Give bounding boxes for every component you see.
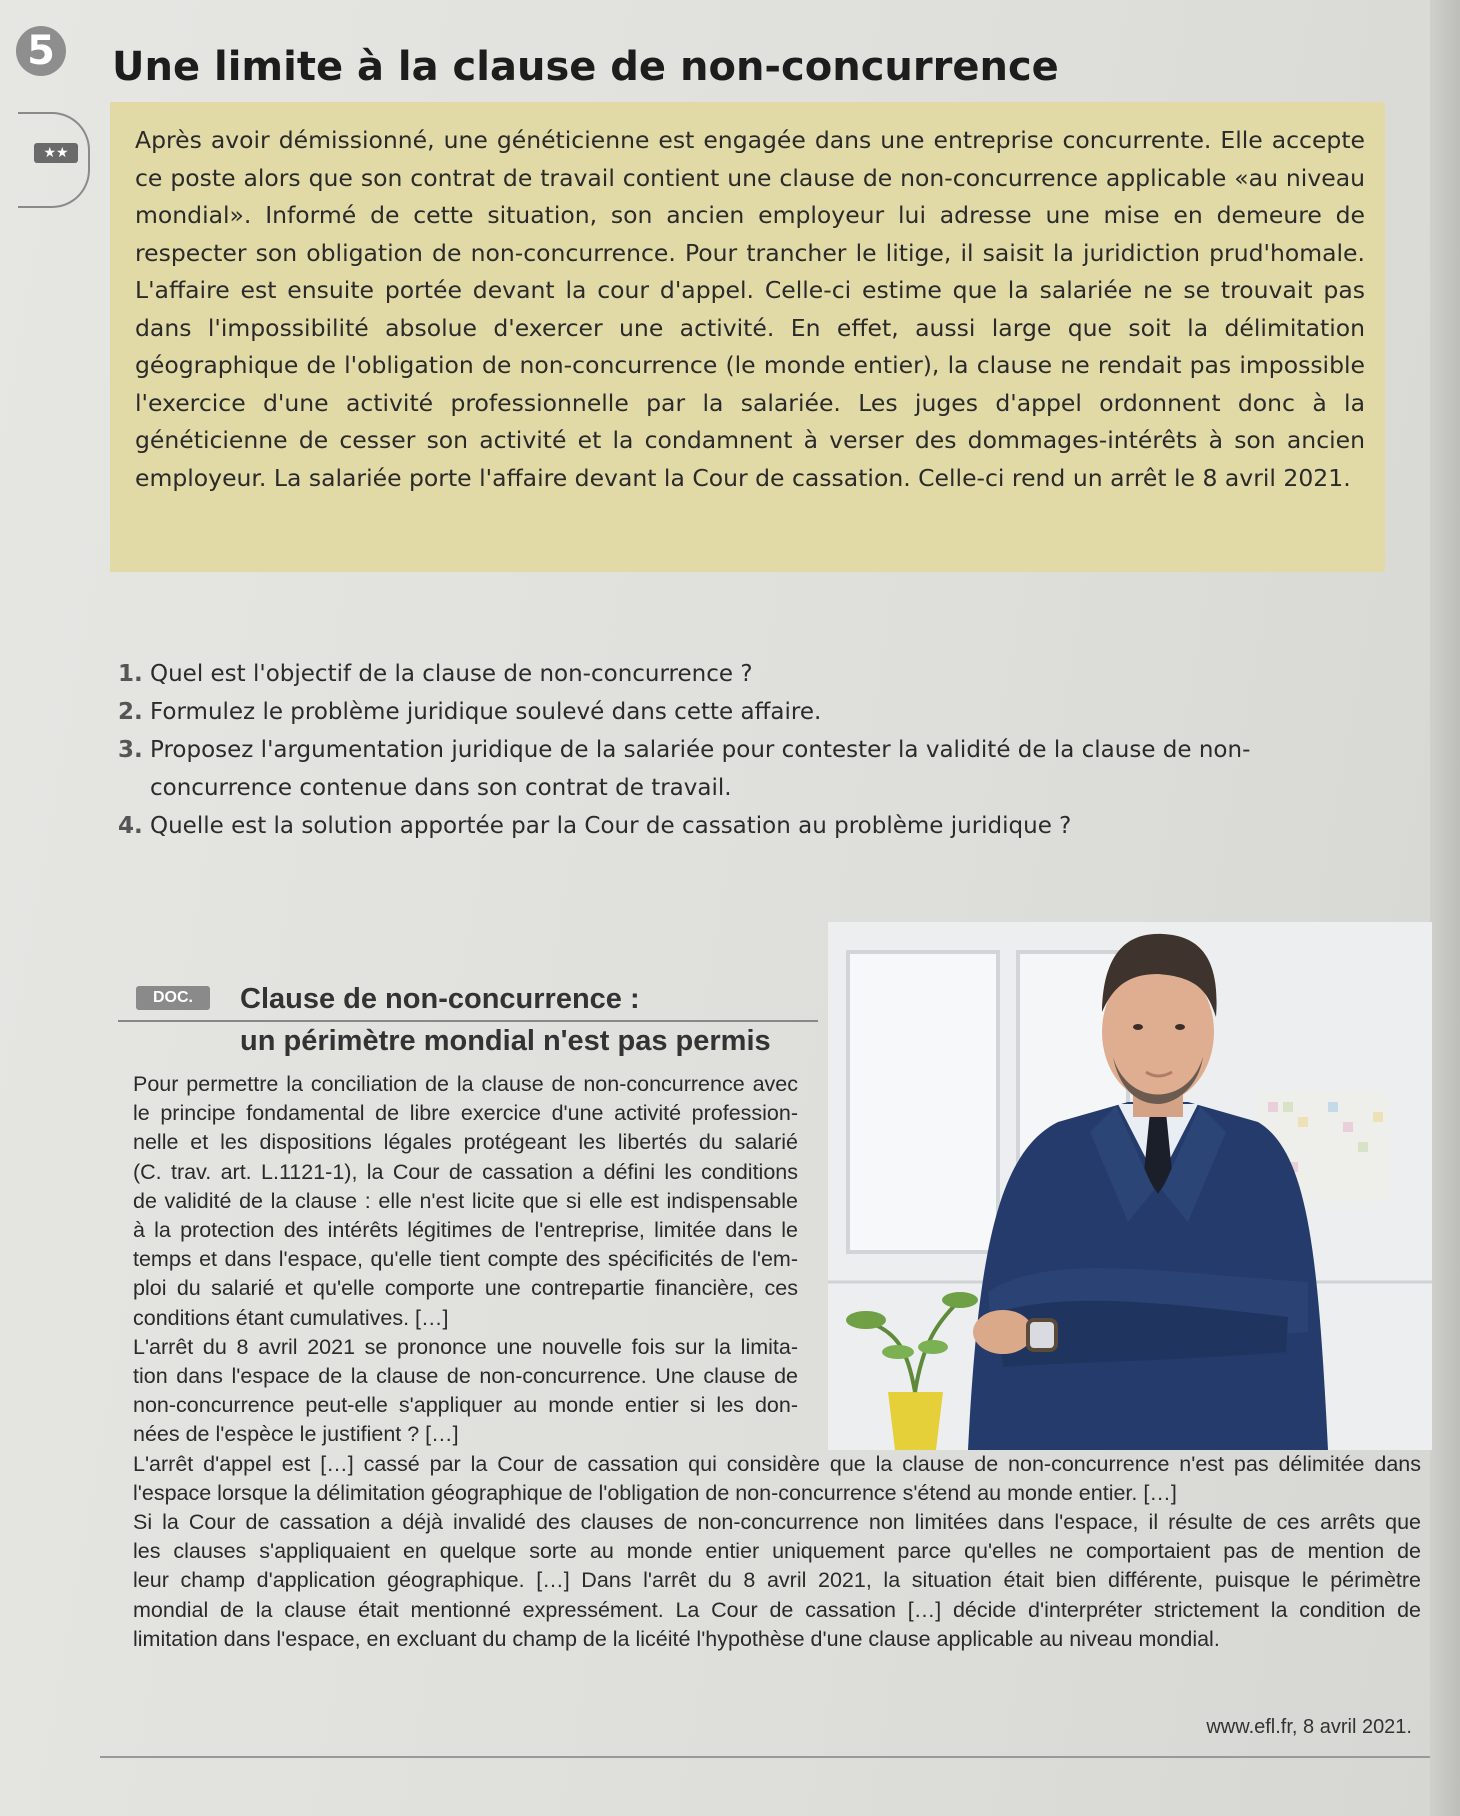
question-item xyxy=(118,731,1318,807)
doc-line: (C. trav. art. L.1121-1), la Cour de cassation a défini les conditions xyxy=(133,1159,798,1184)
doc-line: leur champ d'application géographique. […] Dans l'arrêt du 8 avril 2021, la situation était bien différente, puisque le périmètre xyxy=(133,1568,1421,1593)
question-number: 2. xyxy=(118,699,143,725)
doc-line: de validité de la clause : elle n'est licite que si elle est indispensable xyxy=(133,1188,798,1213)
doc-line: nées de l'espèce le justifient ? […] xyxy=(133,1422,459,1447)
doc-line: Si la Cour de cassation a déjà invalidé des clauses de non-concurrence non limitées dans l'espace, il résulte de ces arrêts que xyxy=(133,1510,1421,1535)
question-text: Proposez l'argumentation juridique de la salariée pour contester la validité de la clause de non-concurrence contenue dans son contrat de travail. xyxy=(150,737,1251,801)
question-number: 4. xyxy=(118,813,143,839)
doc-line: nelle et les dispositions légales protégeant les libertés du salarié xyxy=(133,1130,798,1155)
doc-line: mondial de la clause était mentionné expressément. La Cour de cassation […] décide d'interpréter strictement la condition de xyxy=(133,1597,1421,1622)
doc-line: l'espace lorsque la délimitation géographique de l'obligation de non-concurrence s'étend au monde entier. […] xyxy=(133,1480,1177,1505)
doc-title-line: Clause de non-concurrence : xyxy=(240,983,640,1015)
question-text: Formulez le problème juridique soulevé dans cette affaire. xyxy=(150,699,822,725)
question-text: Quel est l'objectif de la clause de non-concurrence ? xyxy=(150,661,753,687)
question-number: 1. xyxy=(118,661,143,687)
doc-title-line: un périmètre mondial n'est pas permis xyxy=(240,1025,771,1057)
questions-list xyxy=(118,655,1318,845)
question-item xyxy=(118,693,1318,731)
case-statement-text: Après avoir démissionné, une généticienne est engagée dans une entreprise concurrente. Elle accepte ce poste alors que son contrat de travail contient une clause de non-concurrence applicable «au niveau mondial». Informé de cette situation, son ancien employeur lui adresse une mise en demeure de respecter son obligation de non-concurrence. Pour trancher le litige, il saisit la juridiction prud'homale. L'affaire est ensuite portée devant la cour d'appel. Celle-ci estime que la salariée ne se trouvait pas dans l'impossibilité absolue d'exercer une activité. En effet, aussi large que soit la délimitation géographique de l'obligation de non-concurrence (le monde entier), la clause ne rendait pas impossible l'exercice d'une activité professionnelle par la salariée. Les juges d'appel ordonnent donc à la généticienne de cesser son activité et la condamnent à verser des dommages-intérêts à son ancien employeur. La salariée porte l'affaire devant la Cour de cassation. Celle-ci rend un arrêt le 8 avril 2021. xyxy=(135,126,1365,492)
doc-line: L'arrêt du 8 avril 2021 se prononce une nouvelle fois sur la limita- xyxy=(133,1334,798,1359)
question-item xyxy=(118,807,1318,845)
doc-badge: DOC. xyxy=(136,986,210,1010)
page-binding-edge xyxy=(1430,0,1460,1816)
exercise-number: 5 xyxy=(16,26,66,76)
doc-line: limitation dans l'espace, en excluant du champ de la licéité l'hypothèse d'une clause applicable au niveau mondial. xyxy=(133,1626,1220,1651)
doc-line: ploi du salarié et qu'elle comporte une contrepartie financière, ces xyxy=(133,1276,798,1301)
question-number: 3. xyxy=(118,737,143,763)
doc-line: le principe fondamental de libre exercice d'une activité profession- xyxy=(133,1101,798,1126)
doc-body xyxy=(133,1070,1433,1654)
doc-line: à la protection des intérêts légitimes de l'entreprise, limitée dans le xyxy=(133,1218,798,1243)
doc-line: conditions étant cumulatives. […] xyxy=(133,1305,449,1330)
doc-line: les clauses s'appliquaient en quelque sorte au monde entier uniquement parce qu'elles ne comportaient pas de mention de xyxy=(133,1539,1421,1564)
doc-title-divider xyxy=(118,1020,818,1022)
question-item xyxy=(118,655,1318,693)
doc-line: L'arrêt d'appel est […] cassé par la Cour de cassation qui considère que la clause de non-concurrence n'est pas délimitée dans xyxy=(133,1451,1421,1476)
doc-line: tion dans l'espace de la clause de non-concurrence. Une clause de xyxy=(133,1364,798,1389)
question-text: Quelle est la solution apportée par la Cour de cassation au problème juridique ? xyxy=(150,813,1072,839)
source-divider xyxy=(100,1756,1430,1758)
doc-source: www.efl.fr, 8 avril 2021. xyxy=(1206,1716,1412,1738)
exercise-title: Une limite à la clause de non-concurrence xyxy=(112,44,1059,90)
difficulty-stars-icon: ★★ xyxy=(34,143,78,163)
doc-line: temps et dans l'espace, qu'elle tient compte des spécificités de l'em- xyxy=(133,1247,798,1272)
doc-line: Pour permettre la conciliation de la clause de non-concurrence avec xyxy=(133,1072,798,1096)
case-statement-box xyxy=(110,102,1385,572)
doc-line: non-concurrence peut-elle s'appliquer au monde entier si les don- xyxy=(133,1393,798,1418)
